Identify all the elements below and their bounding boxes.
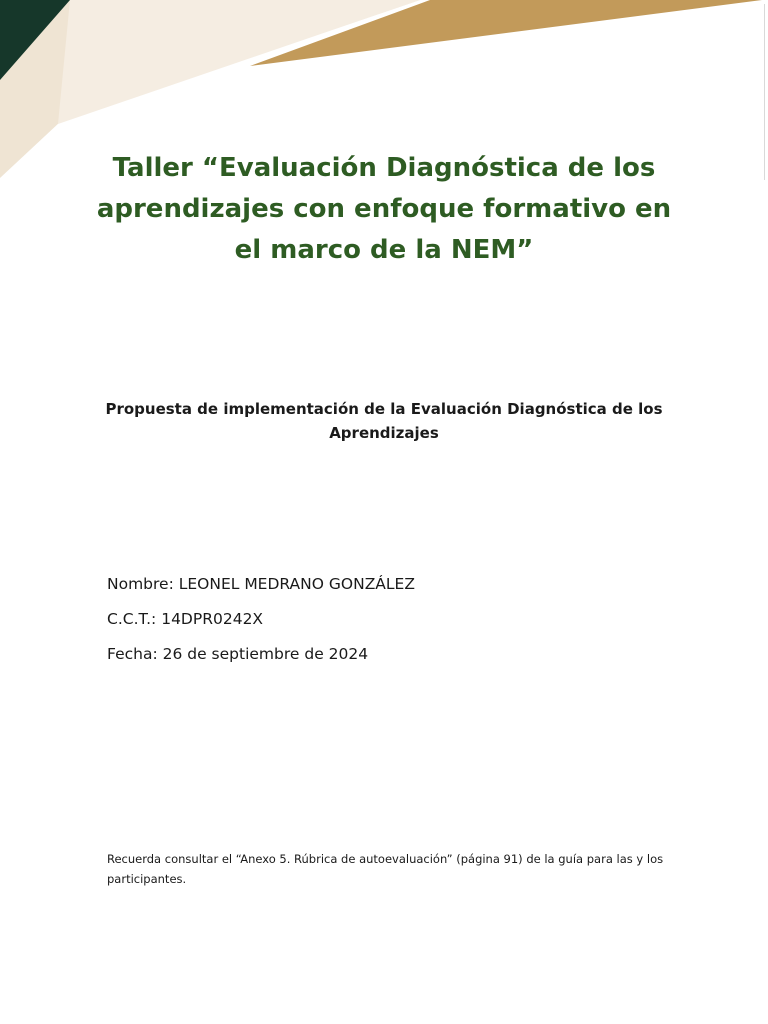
footer-note: Recuerda consultar el “Anexo 5. Rúbrica de autoevaluación” (página 91) de la guía para las y los participantes. <box>107 852 664 886</box>
document-subtitle: Propuesta de implementación de la Evaluación Diagnóstica de los Aprendizajes <box>105 400 663 442</box>
participant-info <box>107 571 667 676</box>
date-field: Fecha: 26 de septiembre de 2024 <box>107 645 369 663</box>
name-field: Nombre: LEONEL MEDRANO GONZÁLEZ <box>107 575 415 593</box>
document-title: Taller “Evaluación Diagnóstica de los aprendizajes con enfoque formativo en el marco de la NEM” <box>96 153 672 265</box>
cct-field: C.C.T.: 14DPR0242X <box>107 610 264 628</box>
